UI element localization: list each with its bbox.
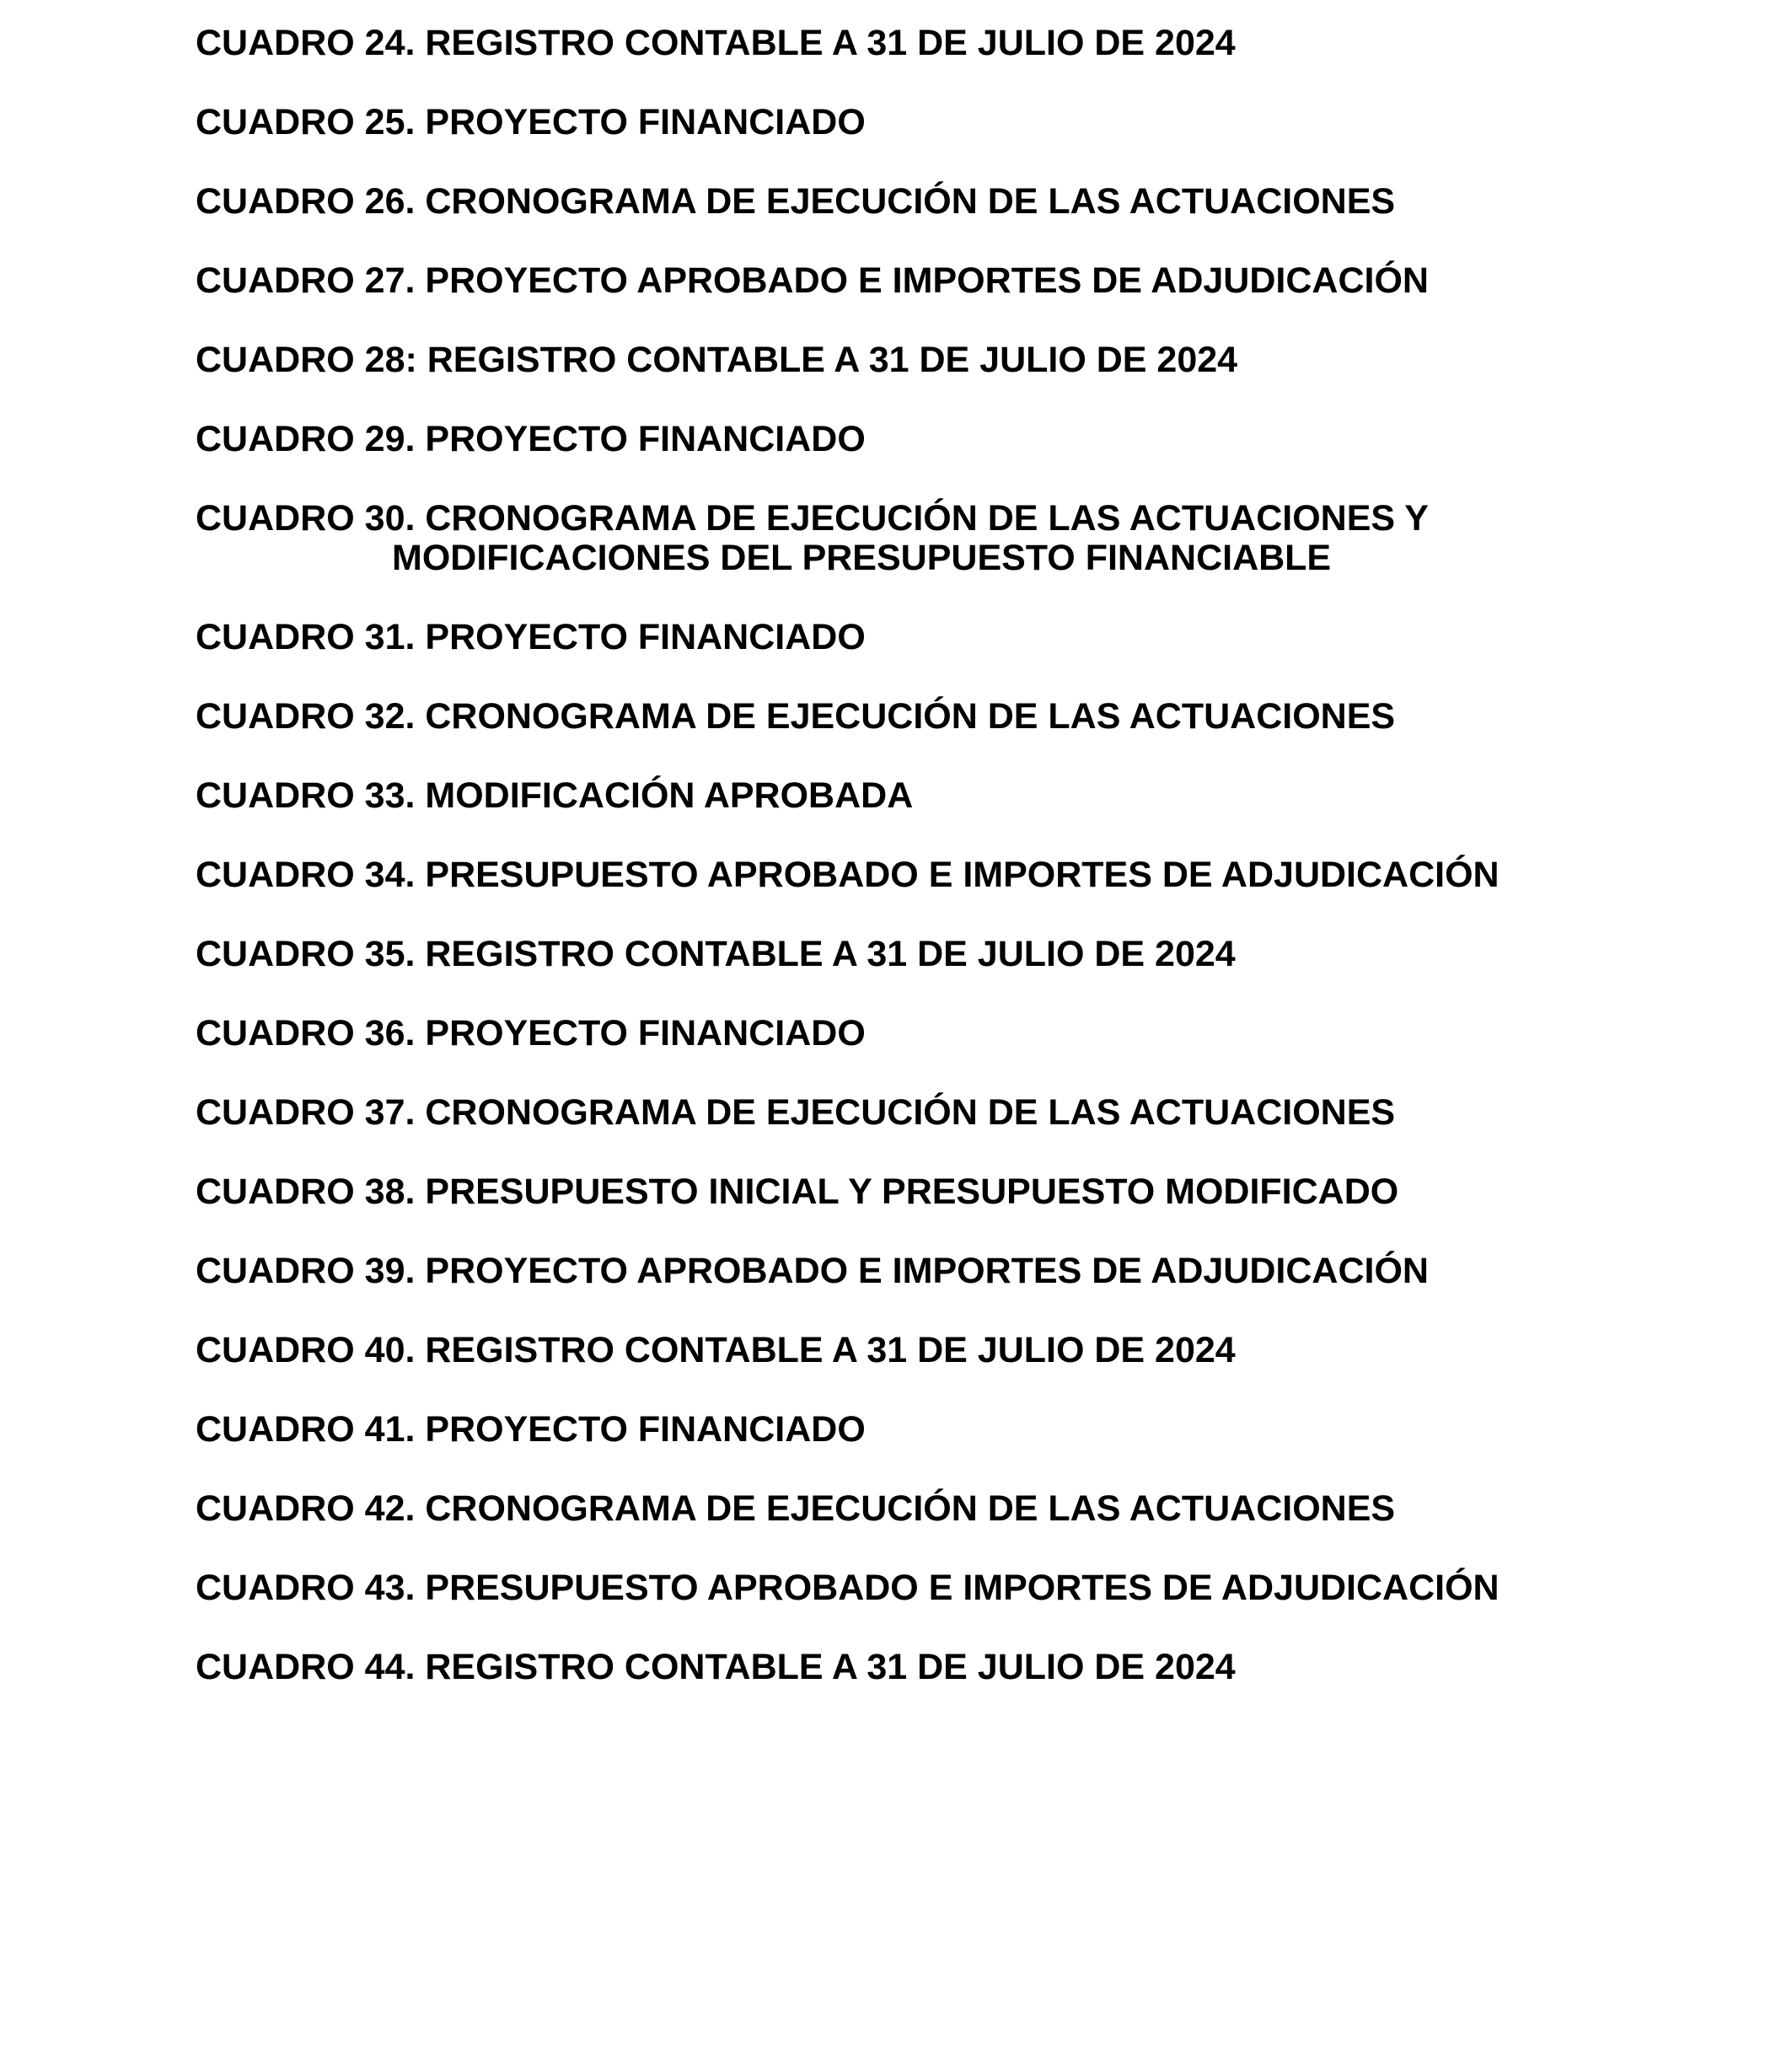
toc-entry-cuadro-37: CUADRO 37. CRONOGRAMA DE EJECUCIÓN DE LAS ACTUACIONES: [196, 1092, 1396, 1133]
toc-entry-cuadro-40: CUADRO 40. REGISTRO CONTABLE A 31 DE JULIO DE 2024: [196, 1330, 1236, 1370]
toc-entry-cuadro-27: CUADRO 27. PROYECTO APROBADO E IMPORTES DE ADJUDICACIÓN: [196, 260, 1429, 301]
toc-entry-cuadro-38: CUADRO 38. PRESUPUESTO INICIAL Y PRESUPUESTO MODIFICADO: [196, 1171, 1399, 1212]
toc-entry-cuadro-26: CUADRO 26. CRONOGRAMA DE EJECUCIÓN DE LAS ACTUACIONES: [196, 181, 1396, 222]
toc-entry-cuadro-30: [196, 499, 1741, 578]
toc-entry-cuadro-41: CUADRO 41. PROYECTO FINANCIADO: [196, 1409, 866, 1450]
toc-entry-cuadro-31: CUADRO 31. PROYECTO FINANCIADO: [196, 617, 866, 657]
toc-entry-cuadro-34: CUADRO 34. PRESUPUESTO APROBADO E IMPORTES DE ADJUDICACIÓN: [196, 855, 1500, 895]
toc-entry-cuadro-33: CUADRO 33. MODIFICACIÓN APROBADA: [196, 775, 914, 816]
toc-entry-cuadro-35: CUADRO 35. REGISTRO CONTABLE A 31 DE JULIO DE 2024: [196, 934, 1236, 974]
toc-entry-cuadro-30-line2: MODIFICACIONES DEL PRESUPUESTO FINANCIABLE: [392, 538, 1332, 578]
toc-entry-cuadro-39: CUADRO 39. PROYECTO APROBADO E IMPORTES DE ADJUDICACIÓN: [196, 1251, 1429, 1291]
toc-entry-cuadro-36: CUADRO 36. PROYECTO FINANCIADO: [196, 1013, 866, 1053]
toc-entry-cuadro-30-line1: CUADRO 30. CRONOGRAMA DE EJECUCIÓN DE LAS ACTUACIONES Y: [196, 498, 1429, 539]
toc-entry-cuadro-32: CUADRO 32. CRONOGRAMA DE EJECUCIÓN DE LAS ACTUACIONES: [196, 696, 1396, 737]
toc-entry-cuadro-28: CUADRO 28: REGISTRO CONTABLE A 31 DE JULIO DE 2024: [196, 340, 1238, 380]
toc-entry-cuadro-25: CUADRO 25. PROYECTO FINANCIADO: [196, 102, 866, 142]
toc-entry-cuadro-44: CUADRO 44. REGISTRO CONTABLE A 31 DE JULIO DE 2024: [196, 1647, 1236, 1687]
toc-entry-cuadro-42: CUADRO 42. CRONOGRAMA DE EJECUCIÓN DE LAS ACTUACIONES: [196, 1488, 1396, 1529]
toc-entry-cuadro-24: CUADRO 24. REGISTRO CONTABLE A 31 DE JULIO DE 2024: [196, 23, 1236, 63]
toc-entry-cuadro-29: CUADRO 29. PROYECTO FINANCIADO: [196, 419, 866, 459]
toc-entry-cuadro-43: CUADRO 43. PRESUPUESTO APROBADO E IMPORTES DE ADJUDICACIÓN: [196, 1568, 1500, 1608]
